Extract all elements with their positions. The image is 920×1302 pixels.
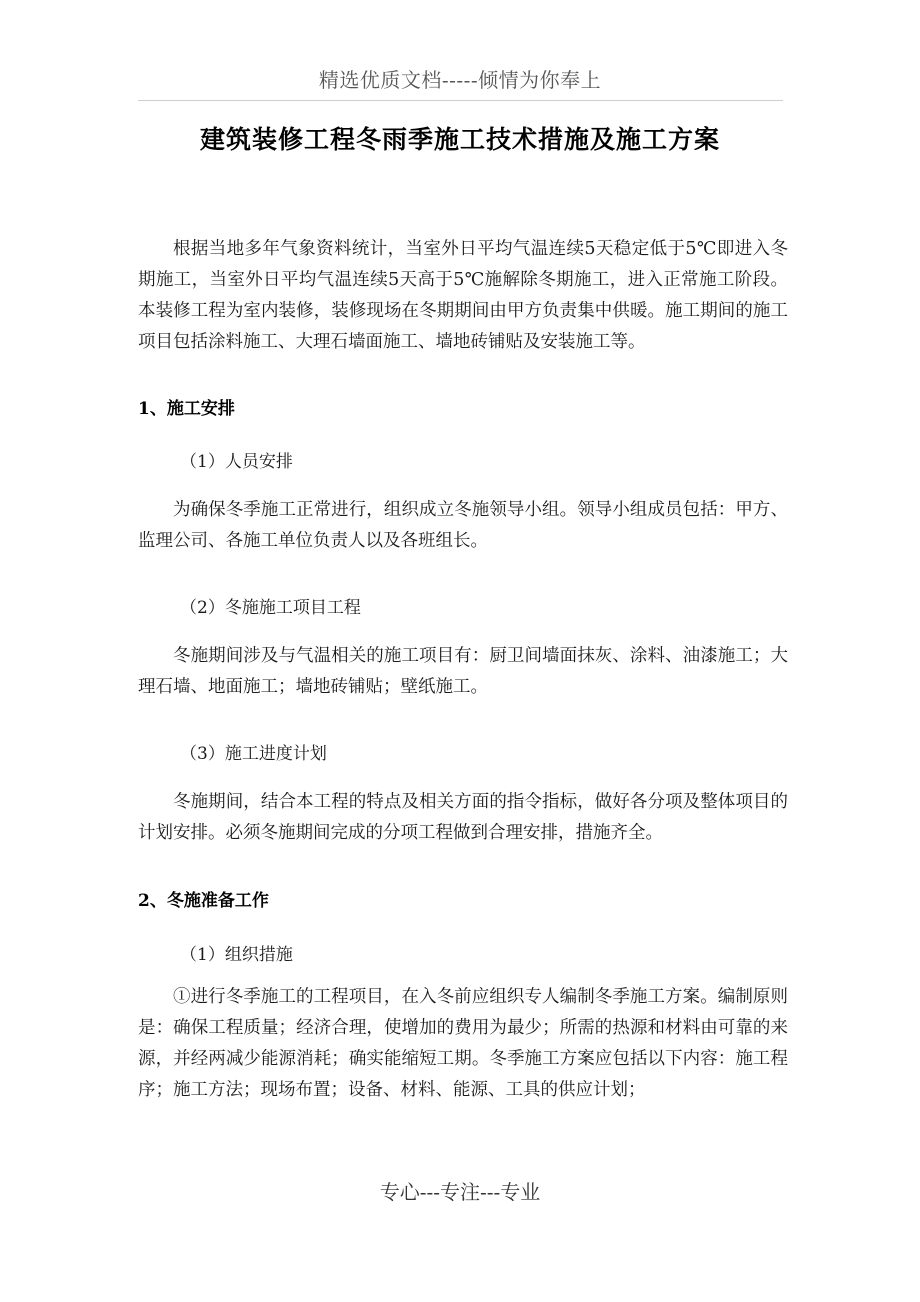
page-footer: 专心---专注---专业 <box>379 1180 541 1204</box>
header-divider <box>138 100 783 101</box>
paragraph-schedule-text: 冬施期间，结合本工程的特点及相关方面的指令指标，做好各分项及整体项目的计划安排。必须冬施期间完成的分项工程做到合理安排，措施齐全。 <box>138 792 788 843</box>
subheading-winter-items: （2）冬施施工项目工程 <box>180 598 361 618</box>
subheading-organization: （1）组织措施 <box>180 945 293 965</box>
section-heading-2: 2、冬施准备工作 <box>138 891 269 911</box>
page-header: 精选优质文档-----倾情为你奉上 <box>318 68 602 92</box>
document-title: 建筑装修工程冬雨季施工技术措施及施工方案 <box>199 125 720 154</box>
paragraph-schedule <box>138 787 788 849</box>
paragraph-personnel <box>138 495 788 557</box>
paragraph-personnel-text: 为确保冬季施工正常进行，组织成立冬施领导小组。领导小组成员包括：甲方、监理公司、各施工单位负责人以及各班组长。 <box>138 500 788 551</box>
subheading-personnel: （1）人员安排 <box>180 452 293 472</box>
section-heading-1: 1、施工安排 <box>138 399 235 419</box>
intro-text: 根据当地多年气象资料统计，当室外日平均气温连续5天稳定低于5℃即进入冬期施工，当室外日平均气温连续5天高于5℃施解除冬期施工，进入正常施工阶段。本装修工程为室内装修，装修现场在冬期期间由甲方负责集中供暖。施工期间的施工项目包括涂料施工、大理石墙面施工、墙地砖铺贴及安装施工等。 <box>138 239 788 352</box>
subheading-schedule: （3）施工进度计划 <box>180 744 327 764</box>
paragraph-winter-items <box>138 641 788 703</box>
paragraph-winter-items-text: 冬施期间涉及与气温相关的施工项目有：厨卫间墙面抹灰、涂料、油漆施工；大理石墙、地面施工；墙地砖铺贴；壁纸施工。 <box>138 646 788 697</box>
paragraph-organization <box>138 982 788 1106</box>
intro-paragraph <box>138 234 788 358</box>
paragraph-organization-text: ①进行冬季施工的工程项目，在入冬前应组织专人编制冬季施工方案。编制原则是：确保工程质量；经济合理，使增加的费用为最少；所需的热源和材料由可靠的来源，并经两减少能源消耗；确实能缩短工期。冬季施工方案应包括以下内容：施工程序；施工方法；现场布置；设备、材料、能源、工具的供应计划； <box>138 987 788 1100</box>
